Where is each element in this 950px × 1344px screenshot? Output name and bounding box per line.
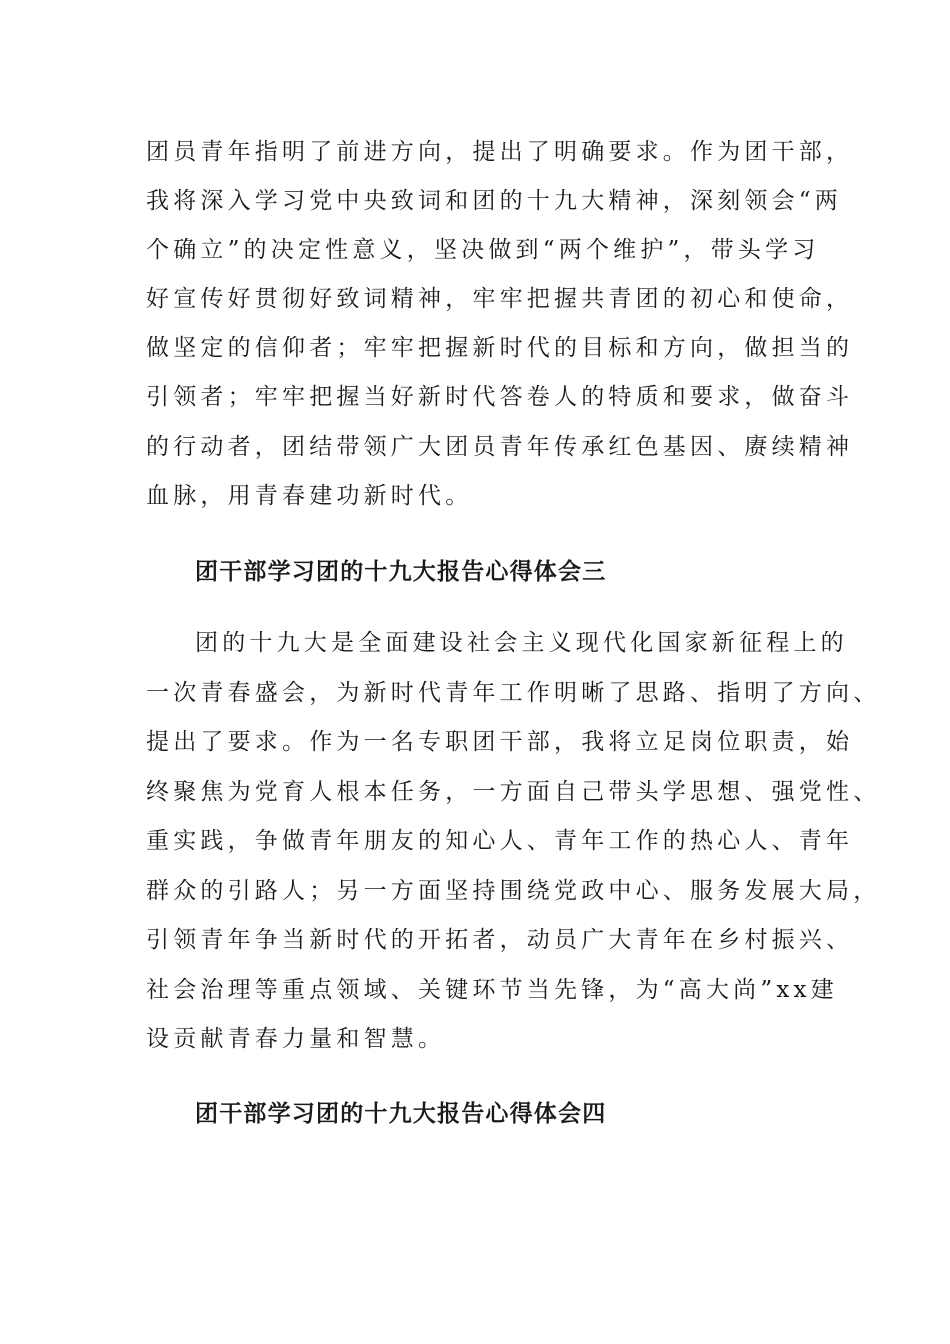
text-line: 团的十九大是全面建设社会主义现代化国家新征程上的 <box>195 630 848 656</box>
text-line: 我将深入学习党中央致词和团的十九大精神，深刻领会“两 <box>146 188 842 214</box>
text-line: 设贡献青春力量和智慧。 <box>146 1026 446 1052</box>
section-heading-3: 团干部学习团的十九大报告心得体会三 <box>195 558 607 585</box>
text-line: 一次青春盛会，为新时代青年工作明晰了思路、指明了方向、 <box>146 680 881 706</box>
text-line: 引领者；牢牢把握当好新时代答卷人的特质和要求，做奋斗 <box>146 384 854 410</box>
text-line: 群众的引路人；另一方面坚持围绕党政中心、服务发展大局， <box>146 878 881 904</box>
text-line: 做坚定的信仰者；牢牢把握新时代的目标和方向，做担当的 <box>146 335 854 361</box>
text-line: 个确立”的决定性意义，坚决做到“两个维护”，带头学习 <box>146 237 820 263</box>
text-line: 血脉，用青春建功新时代。 <box>146 483 473 509</box>
text-line: 好宣传好贯彻好致词精神，牢牢把握共青团的初心和使命， <box>146 286 854 312</box>
text-line: 团员青年指明了前进方向，提出了明确要求。作为团干部， <box>146 139 854 165</box>
text-line: 重实践，争做青年朋友的知心人、青年工作的热心人、青年 <box>146 828 854 854</box>
text-line: 终聚焦为党育人根本任务，一方面自己带头学思想、强党性、 <box>146 779 881 805</box>
text-line: 的行动者，团结带领广大团员青年传承红色基因、赓续精神 <box>146 434 854 460</box>
text-line: 提出了要求。作为一名专职团干部，我将立足岗位职责，始 <box>146 729 854 755</box>
text-line: 社会治理等重点领域、关键环节当先锋，为“高大尚”xx建 <box>146 977 838 1003</box>
section-heading-4: 团干部学习团的十九大报告心得体会四 <box>195 1100 607 1127</box>
text-line: 引领青年争当新时代的开拓者，动员广大青年在乡村振兴、 <box>146 927 854 953</box>
